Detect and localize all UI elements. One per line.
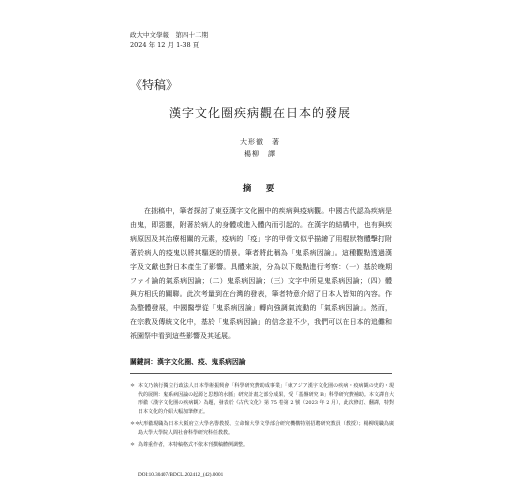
abstract-heading: 摘 要 [242, 184, 278, 194]
footnote-divider [130, 373, 392, 374]
footnote [130, 382, 394, 416]
journal-name: 政大中文學報 第四十二期 [130, 31, 208, 39]
footnote [130, 441, 394, 450]
abstract-body: 在拙稿中，筆者探討了東亞漢字文化圈中的疾病與疫病觀。中國古代認為疾病是由鬼，即惡靈，附著於病人的身體或進入體內而引起的。在漢字的結構中，也有與疾病原因及其治療相關的元素，疫病的「疫」字的甲骨文似乎描繪了用棍狀物體擊打附著於病人的疫鬼以將其驅逐的情景。筆者將此稱為「鬼系病因論」。這種觀點透過漢字及文獻也對日本產生了影響。具體來說，分為以下幾點進行考察：（一）基於晚期ファイ論的氣系病因論；（二）鬼系病因論；（三）文字中所見鬼系病因論；（四）體與方相氏的關聯。此次考量到在台灣的發表，筆者特意介紹了日本人皆知的內容。作為整體發展，中國醫學從「鬼系病因論」轉向強調氣流動的「氣系病因論」。然而，在宗教及傳統文化中，基於「鬼系病因論」的信念並不少，我們可以在日本的追儺和祇園祭中看到這些影響及其延展。 [130, 207, 392, 341]
footnotes [130, 382, 394, 454]
author-line: 大形徹 著 [240, 138, 280, 146]
section-tag: 《特稿》 [130, 78, 179, 92]
footnote-mark: ＊ [130, 383, 136, 389]
footnote-text: 本文乃執行獨立行政法人日本學術振興會「科學研究費助成事業」「東アジア漢字文化圏の疾病・疫病観の史的・現代的展開：鬼系病因論の起源と思想的水脈」研究計畫之部分成果，受「基盤研究 B」科學研究費補助。本文譯自大形徹〈漢字文化圏の疾病観〉為題，發表於《古代文化》第 75 卷第 2 號（2023 年 2 月），此次修訂、翻譯，特對日本文化的介紹大幅加筆修正。 [138, 383, 394, 415]
article-title: 漢字文化圈疾病觀在日本的發展 [168, 106, 351, 120]
issue-date-pages: 2024 年 12 月 1-38 頁 [130, 41, 200, 49]
footnote-text: 為尊重作者，本特稿格式不依本刊撰稿體例調整。 [138, 442, 249, 448]
footnote-mark: ＊＊ [130, 421, 141, 427]
journal-header [130, 30, 208, 50]
translator-line: 楊柳 譯 [244, 150, 276, 158]
footnote-text: 大形徹現職為日本大阪府立大學名譽教授、立命館大學文學部合研究機構特別招聘研究教員（教授）；楊柳現職為廣島大學大學院人間社會科學研究科任教教。 [138, 421, 394, 436]
doi: DOI:10.30407/BDCL.202412_(42).0001 [138, 472, 224, 478]
keywords: 關鍵詞：漢字文化圈、疫、鬼系病因論 [130, 358, 246, 366]
footnote-mark: ＊ [130, 442, 136, 448]
footnote [130, 420, 394, 437]
